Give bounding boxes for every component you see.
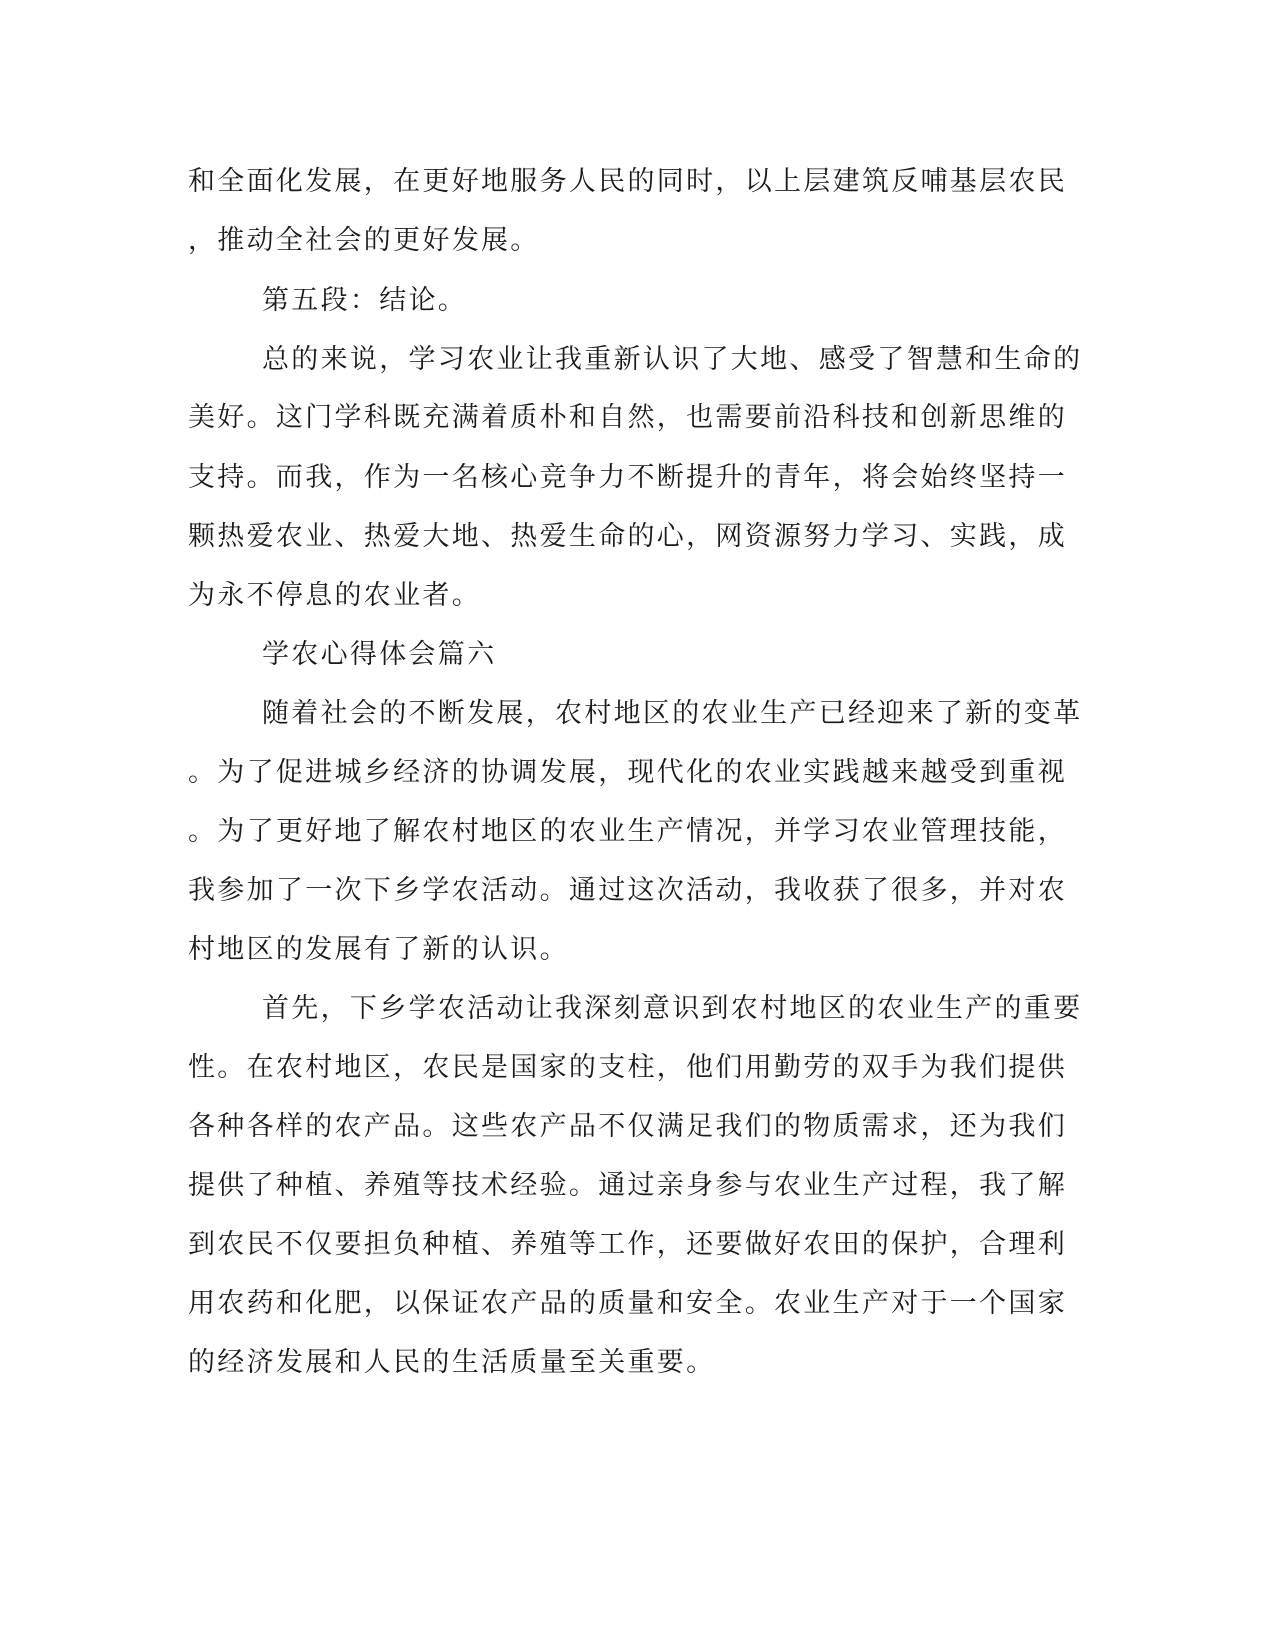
paragraph-start: 首先，下乡学农活动让我深刻意识到农村地区的农业生产的重要 <box>262 993 1083 1024</box>
text-line: 。为了更好地了解农村地区的农业生产情况，并学习农业管理技能， <box>188 816 1067 847</box>
text-line: 和全面化发展，在更好地服务人民的同时，以上层建筑反哺基层农民 <box>188 166 1067 197</box>
text-line: 村地区的发展有了新的认识。 <box>188 934 569 965</box>
text-line: 各种各样的农产品。这些农产品不仅满足我们的物质需求，还为我们 <box>188 1111 1067 1142</box>
text-line: 支持。而我，作为一名核心竞争力不断提升的青年，将会始终坚持一 <box>188 462 1067 493</box>
paragraph-start: 随着社会的不断发展，农村地区的农业生产已经迎来了新的变革 <box>262 698 1083 729</box>
text-line: 用农药和化肥，以保证农产品的质量和安全。农业生产对于一个国家 <box>188 1288 1067 1319</box>
text-line: 。为了促进城乡经济的协调发展，现代化的农业实践越来越受到重视 <box>188 757 1067 788</box>
text-line: ，推动全社会的更好发展。 <box>188 225 540 256</box>
text-line: 到农民不仅要担负种植、养殖等工作，还要做好农田的保护，合理利 <box>188 1229 1067 1260</box>
paragraph-start: 总的来说，学习农业让我重新认识了大地、感受了智慧和生命的 <box>262 344 1083 375</box>
text-line: 颗热爱农业、热爱大地、热爱生命的心，网资源努力学习、实践，成 <box>188 521 1067 552</box>
section-heading: 学农心得体会篇六 <box>262 639 497 670</box>
text-line: 我参加了一次下乡学农活动。通过这次活动，我收获了很多，并对农 <box>188 875 1067 906</box>
section-heading: 第五段：结论。 <box>262 285 468 316</box>
text-line: 性。在农村地区，农民是国家的支柱，他们用勤劳的双手为我们提供 <box>188 1052 1067 1083</box>
text-line: 为永不停息的农业者。 <box>188 580 481 611</box>
text-line: 提供了种植、养殖等技术经验。通过亲身参与农业生产过程，我了解 <box>188 1170 1067 1201</box>
text-line: 美好。这门学科既充满着质朴和自然，也需要前沿科技和创新思维的 <box>188 402 1067 433</box>
text-line: 的经济发展和人民的生活质量至关重要。 <box>188 1347 716 1378</box>
